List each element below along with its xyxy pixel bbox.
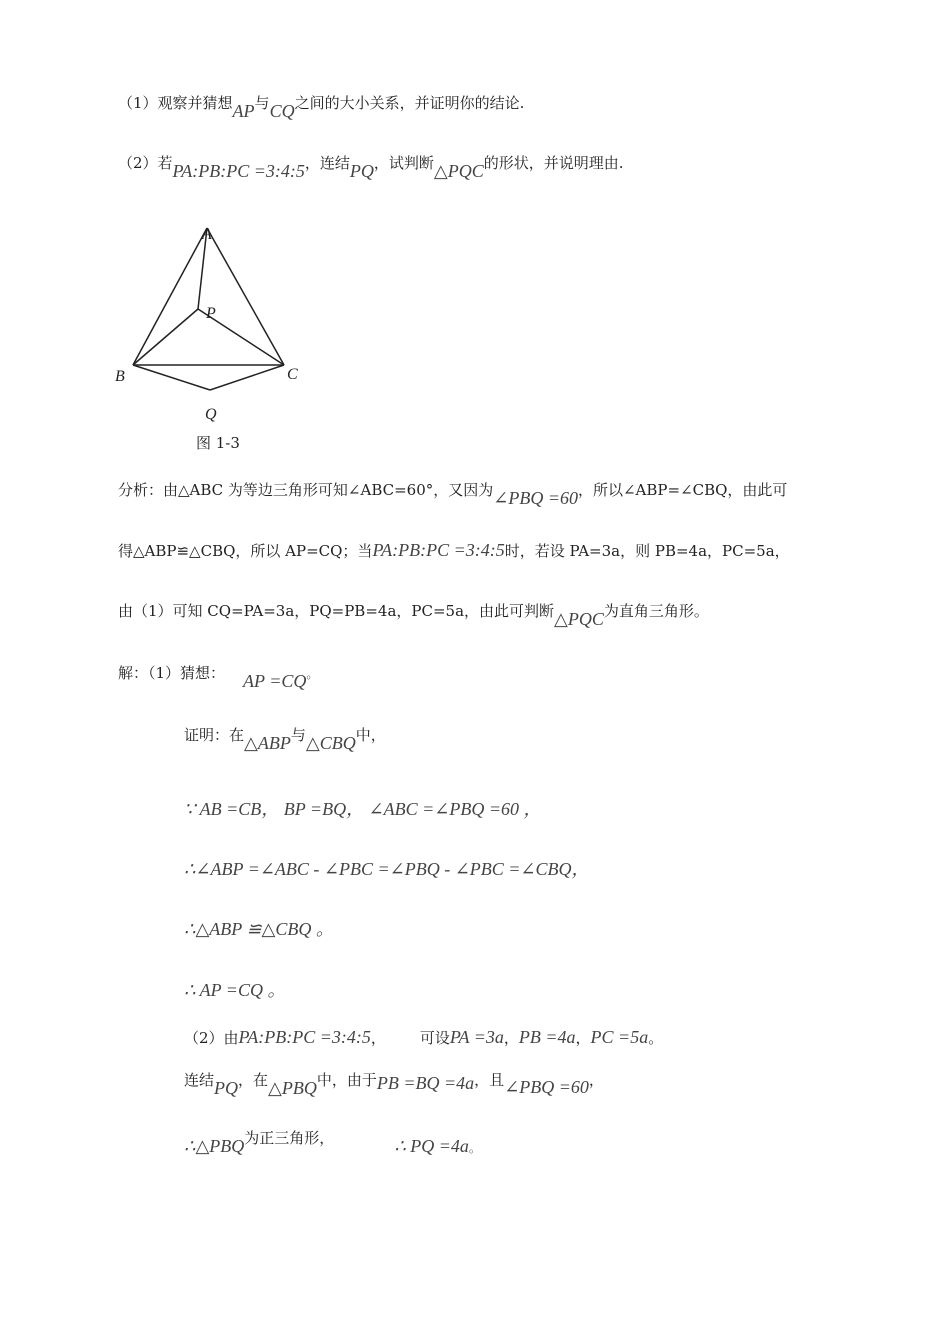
segment-bp [133,309,198,365]
solution-text: 。 [306,667,319,681]
question-2-text: （2）若 [118,154,173,172]
label-a: A [202,226,212,243]
segment-ac [207,228,284,365]
math-triangle-pbq: △PBQ [268,1078,317,1098]
solution-text: ， [588,1071,604,1089]
math-cq: CQ [269,101,295,121]
solution-text: 证明：在 [184,726,245,744]
solution-line-4: ∴∠ABP =∠ABC - ∠PBC =∠PBQ - ∠PBC =∠CBQ， [184,859,590,879]
solution-line-6: ∴ AP =CQ 。 [184,980,286,1000]
math-pq: PQ [214,1078,239,1098]
solution-text: 中， [355,726,386,744]
solution-line-2 [184,724,386,753]
solution-text: 为正三角形， [244,1129,335,1147]
math-pb-bq: PB =BQ =4a [376,1073,475,1093]
solution-text: 解：（1）猜想： [118,664,226,682]
question-2-text: 的形状，并说明理由. [483,154,624,172]
math-pq: PQ [349,161,374,181]
math-pa-3a: PA =3a [449,1027,504,1047]
solution-text: 。 [648,1029,664,1047]
solution-line-1 [118,662,319,691]
math-pc-5a: PC =5a [590,1027,649,1047]
solution-text: ， [370,1029,386,1047]
analysis-text: ，所以∠ABP=∠CBQ，由此可 [577,481,788,499]
solution-line-7 [184,1027,663,1048]
analysis-text: 为直角三角形。 [603,602,709,620]
question-2-text: ，试判断 [373,154,434,172]
figure-caption: 图 1-3 [196,434,240,452]
label-q: Q [205,406,217,423]
analysis-text: 得△ABP≌△CBQ，所以 AP=CQ；当 [118,542,373,560]
math-triangle-pqc: △PQC [433,161,484,181]
math-ap: AP [232,101,255,121]
label-b: B [115,368,125,385]
question-1-text: 与 [254,94,270,112]
solution-text: 中，由于 [316,1071,377,1089]
solution-text: （2）由 [184,1029,239,1047]
label-p: P [206,305,216,322]
math-angle-pbq: ∠PBQ =60 [504,1077,589,1097]
solution-line-9 [184,1127,481,1156]
solution-text: ， [575,1029,591,1047]
analysis-text: 时，若设 PA=3a，则 PB=4a，PC=5a， [504,542,790,560]
question-1-text: 之间的大小关系，并证明你的结论. [294,94,525,112]
analysis-line-2 [118,540,790,561]
math-triangle-pqc: △PQC [554,609,604,629]
solution-text: 。 [468,1141,481,1155]
math-ap-eq-cq: AP =CQ [243,671,307,691]
label-c: C [287,366,298,383]
analysis-text: 由（1）可知 CQ=PA=3a，PQ=PB=4a，PC=5a，由此可判断 [118,602,555,620]
solution-text: ，且 [474,1071,505,1089]
analysis-text: 分析：由△ABC 为等边三角形可知∠ABC=60°，又因为 [118,481,494,499]
math-triangle-cbq: △CBQ [305,733,356,753]
segment-bq [133,365,210,390]
solution-line-8 [184,1069,604,1098]
segment-ab [133,228,207,365]
math-triangle-pbq: ∴△PBQ [184,1136,245,1156]
math-ratio: PA:PB:PC =3:4:5 [372,540,505,560]
solution-text: ， [503,1029,519,1047]
segment-cq [210,365,284,390]
math-triangle-abp: △ABP [244,733,291,753]
math-pq-4a: ∴ PQ =4a [394,1136,469,1156]
question-1-text: （1）观察并猜想 [118,94,233,112]
math-ratio: PA:PB:PC =3:4:5 [172,161,305,181]
solution-text: 与 [290,726,306,744]
analysis-line-3 [118,600,709,629]
question-2-text: ，连结 [304,154,350,172]
solution-text: 可设 [419,1029,450,1047]
solution-text: ，在 [238,1071,269,1089]
solution-line-5: ∴△ABP ≌△CBQ 。 [184,919,334,939]
math-angle-pbq: ∠PBQ =60 [493,488,578,508]
geometry-figure [0,0,950,460]
solution-text: 连结 [184,1071,215,1089]
solution-line-3: ∵ AB =CB， BP =BQ， ∠ABC =∠PBQ =60 ， [184,799,542,819]
analysis-line-1 [118,479,788,508]
math-pb-4a: PB =4a [518,1027,576,1047]
math-ratio: PA:PB:PC =3:4:5 [238,1027,371,1047]
